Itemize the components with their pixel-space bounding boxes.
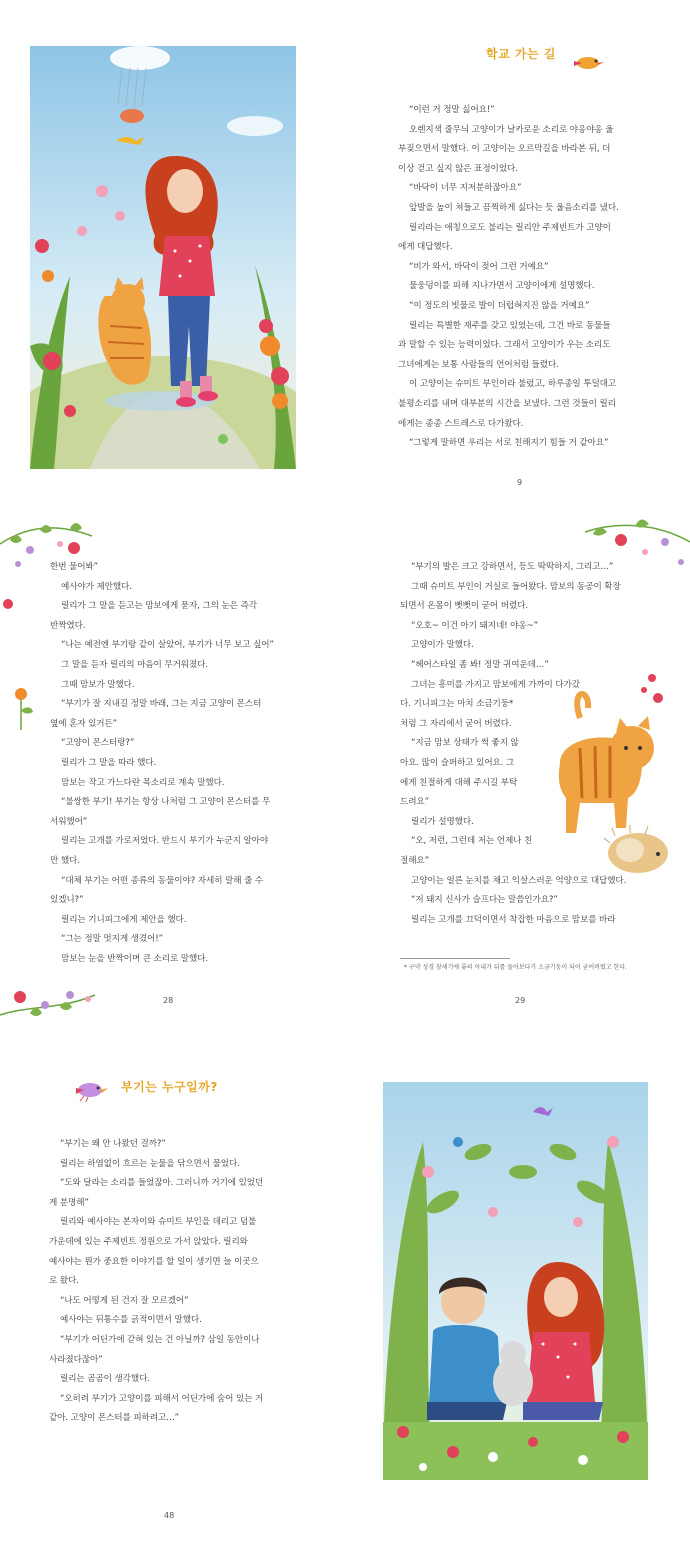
spread-who-is-boogie — [0, 1060, 690, 1549]
paragraph: 같아. 고양이 몬스터를 피하려고…” — [49, 1413, 179, 1424]
paragraph: “부기가 잘 지내길 정말 바래, 그는 지금 고양이 몬스터 — [61, 699, 262, 710]
paragraph: “나도 어떻게 된 건지 잘 모르겠어” — [60, 1295, 189, 1306]
paragraph: “저 돼지 신사가 슬프다는 말씀인가요?” — [411, 895, 558, 906]
bird-icon — [570, 52, 606, 78]
paragraph: 되면서 온몸이 뻣뻣이 굳어 버렸다. — [400, 601, 528, 612]
paragraph: 부짖으면서 말했다. 이 고양이는 오르막길을 바라본 뒤, 더 — [398, 144, 611, 155]
paragraph: 드려요” — [400, 797, 429, 808]
paragraph: 반짝였다. — [50, 620, 86, 631]
paragraph: 과 말할 수 있는 능력이었다. 그래서 고양이가 우는 소리도 — [398, 340, 611, 351]
paragraph: 옆에 혼자 있거든” — [50, 718, 118, 729]
paragraph: “불쌍한 부기! 부기는 항상 나처럼 그 고양이 몬스터를 무 — [61, 797, 271, 808]
paragraph: “오, 저런, 그런데 저는 언제나 친 — [411, 836, 533, 847]
paragraph: “부기는 왜 안 나왔던 걸까?” — [60, 1139, 166, 1149]
paragraph: “나는 예전엔 부기랑 같이 살았어, 부기가 너무 보고 싶어” — [61, 640, 274, 651]
paragraph: “비가 와서, 바닥이 젖어 그런 거예요” — [409, 261, 549, 272]
paragraph: 그때 맘보가 말했다. — [61, 679, 135, 690]
paragraph: 처럼 그 자리에서 굳어 버렸다. — [400, 718, 512, 729]
paragraph: “이런 거 정말 싫어요!” — [409, 105, 495, 115]
paragraph: 릴리는 기니피그에게 제안을 했다. — [61, 914, 187, 925]
paragraph: 오렌지색 줄무늬 고양이가 날카로운 소리로 야옹야옹 울 — [409, 124, 614, 135]
paragraph: “이 정도의 빗물로 발이 더럽혀지진 않을 거예요” — [409, 300, 590, 311]
paragraph: 릴리라는 애칭으로도 불리는 릴리안 주제빈트가 고양이 — [409, 222, 611, 233]
paragraph: 예사야는 뒤통수를 긁적이면서 말했다. — [60, 1315, 202, 1326]
page-number: 48 — [164, 1511, 175, 1520]
paragraph: 만 했다. — [50, 855, 80, 866]
paragraph: “바닥이 너무 지저분하잖아요” — [409, 183, 522, 194]
paragraph: 릴리는 하염없이 흐르는 눈물을 닦으면서 물었다. — [60, 1158, 240, 1169]
floral-vine-decoration — [0, 965, 100, 1029]
paragraph: 릴리는 특별한 재주를 갖고 있었는데, 그건 바로 동물들 — [409, 320, 611, 331]
paragraph: “도와 달라는 소리를 들었잖아. 그러니까 거기에 있었던 — [60, 1178, 264, 1189]
paragraph: 고양이가 말했다. — [411, 640, 474, 651]
footnote-rule — [400, 958, 510, 959]
paragraph: “지금 맘보 상태가 썩 좋지 않 — [411, 738, 519, 749]
paragraph: 에게 친절하게 대해 주시길 부탁 — [400, 777, 518, 788]
page-9-text — [398, 101, 658, 454]
paragraph: 그때 슈미트 부인이 거실로 들어왔다. 맘보의 동공이 확장 — [411, 581, 621, 592]
paragraph: 맘보는 작고 가느다란 목소리로 계속 말했다. — [61, 777, 225, 788]
paragraph: “오히려 부기가 고양이를 피해서 어딘가에 숨어 있는 거 — [60, 1393, 264, 1404]
page-number: 9 — [517, 478, 523, 487]
paragraph: 그녀는 흥미를 가지고 맘보에게 가까이 다가갔 — [411, 679, 580, 690]
paragraph: 물웅덩이를 피해 지나가면서 고양이에게 설명했다. — [409, 281, 595, 292]
chapter-title: 부기는 누구일까? — [121, 1080, 218, 1094]
paragraph: “고양이 몬스터랑?” — [61, 738, 135, 749]
page-28-text — [50, 558, 300, 969]
paragraph: “대체 부기는 어떤 종류의 동물이야? 자세히 말해 줄 수 — [61, 875, 264, 886]
paragraph: 한번 물어봐” — [50, 562, 98, 572]
chapter-title: 학교 가는 길 — [486, 47, 556, 61]
paragraph: 릴리는 고개를 가로저었다. 반드시 부기가 누군지 알아야 — [61, 836, 269, 847]
paragraph: 고양이는 얼른 눈치를 채고 익살스러운 억양으로 대답했다. — [411, 875, 627, 886]
flower-sprig-decoration — [6, 680, 36, 734]
paragraph: 그 말을 듣자 릴리의 마음이 무거워졌다. — [61, 659, 209, 670]
paragraph: 릴리는 고개를 끄덕이면서 착잡한 마음으로 맘보를 바라 — [411, 914, 616, 925]
paragraph: 로 왔다. — [49, 1276, 79, 1287]
illustration-cat-and-guinea-pig — [540, 668, 675, 878]
spread-pages-28-29 — [0, 510, 690, 1030]
paragraph: “그렇게 말하면 우리는 서로 친해지기 힘들 거 같아요” — [409, 438, 609, 449]
footnote: * 구약 성경 창세기에 롯의 아내가 뒤를 돌아보다가 소금기둥이 되어 굳어버렸고 한다. — [404, 964, 627, 971]
paragraph: 가운데에 있는 주제빈트 정원으로 가서 앉았다. 릴리와 — [49, 1236, 248, 1247]
paragraph: 릴리와 예사야는 본자이와 슈미트 부인을 데리고 덤불 — [60, 1217, 257, 1228]
paragraph: 불평소리를 내며 대부분의 시간을 보냈다. 그런 것들이 릴리 — [398, 398, 616, 409]
paragraph: 릴리가 그 말을 듣고는 맘보에게 묻자, 그의 눈은 즉각 — [61, 601, 257, 612]
paragraph: 릴리는 곰곰이 생각했다. — [60, 1374, 150, 1385]
paragraph: 그녀에게는 보통 사람들의 언어처럼 들렸다. — [398, 359, 559, 370]
bird-icon — [70, 1076, 110, 1106]
paragraph: 예사야는 뭔가 중요한 이야기를 할 일이 생기면 늘 이곳으 — [49, 1256, 259, 1267]
paragraph: 이상 걷고 싶지 않은 표정이었다. — [398, 163, 518, 174]
paragraph: 다. 기니피그는 마치 소금기둥* — [400, 699, 514, 710]
page-number: 28 — [163, 996, 174, 1005]
paragraph: 에게는 종종 스트레스로 다가왔다. — [398, 418, 524, 429]
page-number: 29 — [515, 996, 526, 1005]
paragraph: 있겠니?” — [50, 895, 84, 906]
paragraph: “그는 정말 멋지게 생겼어!” — [61, 934, 163, 945]
paragraph: 에게 대답했다. — [398, 242, 453, 253]
paragraph: 절해요” — [400, 855, 429, 866]
paragraph: “헤어스타일 좀 봐! 정말 귀여운데…” — [411, 659, 549, 670]
paragraph: 릴리가 설명했다. — [411, 816, 474, 827]
paragraph: 아요. 많이 슬퍼하고 있어요. 그 — [400, 757, 515, 768]
paragraph: 이 고양이는 슈미트 부인이라 불렀고, 하루종일 투덜대고 — [409, 379, 617, 390]
page-48-text — [49, 1135, 311, 1429]
paragraph: 맘보는 눈을 반짝이며 큰 소리로 말했다. — [61, 953, 209, 964]
illustration-lily-and-cat-in-rain — [30, 46, 296, 469]
spread-school-road — [0, 0, 690, 500]
paragraph: 앞발을 높이 쳐들고 끔찍하게 싫다는 듯 울음소리를 냈다. — [409, 202, 619, 213]
paragraph: 게 분명해” — [49, 1197, 89, 1208]
paragraph: 사라졌다잖아” — [49, 1354, 103, 1365]
illustration-lily-and-boy-in-garden — [383, 1082, 648, 1480]
paragraph: “오호~ 이건 아기 돼지네! 야옹~” — [411, 620, 538, 631]
paragraph: 릴리가 그 말을 따라 했다. — [61, 757, 157, 768]
paragraph: 서워했어” — [50, 816, 88, 827]
paragraph: “부기의 발은 크고 강하면서, 등도 딱딱하지, 그리고…” — [411, 562, 614, 572]
paragraph: 예사야가 제안했다. — [61, 581, 132, 592]
paragraph: “부기가 어딘가에 갇혀 있는 건 아닐까? 삼일 동안이나 — [60, 1334, 260, 1345]
